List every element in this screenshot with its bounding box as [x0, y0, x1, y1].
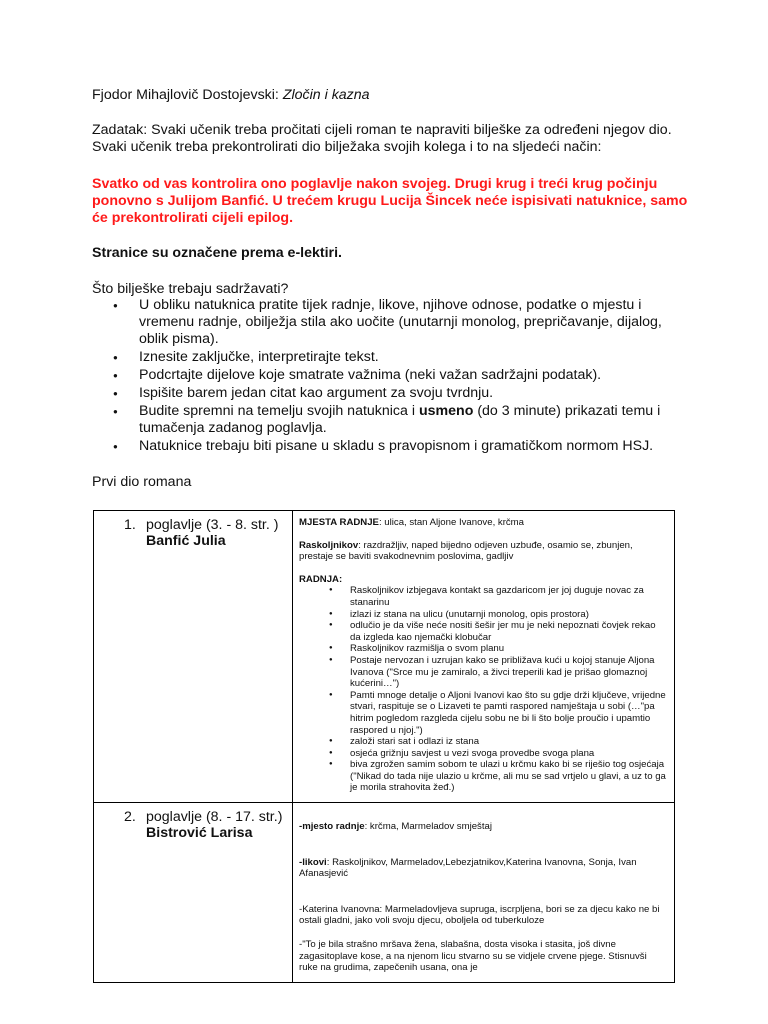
- work-title: Zločin i kazna: [282, 87, 370, 103]
- requirement-text: Budite spremni na temelju svojih natuknica i: [139, 403, 419, 419]
- quote-text: -"To je bila strašno mršava žena, slabašna, dosta visoka i stasita, još divne zagasitoplave kose, a na njenom licu stvarno su se vidjele crvene pjege. Stisnuvši ruke na grudima, zapečenih usana, ona je: [299, 939, 647, 974]
- list-item: ● odlučio je da više neće nositi šešir jer mu je neki nepoznati čovjek rekao da izgleda kao njemački klobučar: [299, 620, 668, 643]
- task-line-2: Svaki učenik treba prekontrolirati dio bilježaka svojih kolega i to na sljedeći način:: [92, 139, 602, 155]
- chapter-number: 2.: [124, 809, 136, 826]
- table-row: [94, 511, 675, 803]
- section-title: Prvi dio romana: [92, 474, 192, 490]
- notes-cell: [293, 511, 675, 803]
- chapter-number: 1.: [124, 517, 136, 533]
- requirement-item: ● Podcrtajte dijelove koje smatrate važnima (neki važan sadržajni podatak).: [92, 367, 692, 384]
- task-paragraph: [92, 122, 692, 156]
- pages-note: Stranice su označene prema e-lektiri.: [92, 245, 342, 261]
- action-list: [299, 585, 668, 794]
- document-title: [92, 87, 692, 104]
- author-name: Fjodor Mihajlovič Dostojevski:: [92, 87, 283, 103]
- list-item: ● Raskoljnikov izbjegava kontakt sa gazdaricom jer joj duguje novac za stanarinu: [299, 585, 668, 608]
- place-text: : ulica, stan Aljone Ivanove, krčma: [378, 517, 525, 528]
- task-line-1: Zadatak: Svaki učenik treba pročitati cijeli roman te napraviti bilješke za određeni njegov dio.: [92, 122, 672, 138]
- chapters-table: [93, 510, 675, 983]
- character-label: Raskoljnikov: [299, 539, 359, 551]
- action-heading: [299, 574, 668, 586]
- chapter-cell: [94, 511, 293, 803]
- requirement-text: (do 3 minute) prikazati temu i tumačenja zadanog poglavlja.: [139, 403, 661, 436]
- requirements-question: Što bilješke trebaju sadržavati?: [92, 281, 289, 297]
- katerina-description: -Katerina Ivanovna: Marmeladovljeva supruga, iscrpljena, bori se za djecu kako ne bi ostali gladni, jako voli svoju djecu, oboljela od tuberkuloze: [299, 903, 660, 927]
- list-item: ● Postaje nervozan i uzrujan kako se približava kući u kojoj stanuje Aljona Ivanova ("Srce mu je zamiralo, a živci treperili kad je prišao glomaznoj kućerini…"): [299, 655, 668, 690]
- student-name: Banfić Julia: [146, 533, 226, 549]
- requirement-item: ● Ispišite barem jedan citat kao argument za svoju tvrdnju.: [92, 385, 692, 402]
- chapter-cell: [94, 803, 293, 983]
- characters-text: : Raskoljnikov, Marmeladov,Lebezjatnikov,Katerina Ivanovna, Sonja, Ivan Afanasjević: [299, 856, 637, 880]
- place-line: [299, 517, 668, 529]
- requirements-list: [92, 297, 692, 456]
- place-line: [299, 821, 668, 833]
- character-text: : razdražljiv, naped bijedno odjeven uzbuđe, osamio se, zbunjen, prestaje se baviti svakodnevnim poslovima, gadljiv: [299, 539, 633, 563]
- requirement-bold-text: usmeno: [418, 403, 474, 419]
- list-item: ● Raskoljnikov razmišlja o svom planu: [299, 643, 668, 655]
- list-item: ● izlazi iz stana na ulicu (unutarnji monolog, opis prostora): [299, 609, 668, 621]
- student-name: Bistrović Larisa: [146, 825, 253, 842]
- characters-line: [299, 857, 668, 880]
- red-notice: Svatko od vas kontrolira ono poglavlje nakon svojeg. Drugi krug i treći krug počinju ponovno s Julijom Banfić. U trećem krugu Lucija Šincek neće ispisivati natuknice, samo će prekontrolirati cijeli epilog.: [92, 176, 688, 226]
- requirement-item: ● U obliku natuknica pratite tijek radnje, likove, njihove odnose, podatke o mjestu i vremenu radnje, obilježja stila ako uočite (unutarnji monolog, prepričavanje, dijalog, oblik pisma).: [92, 297, 692, 348]
- notes-cell: [293, 803, 675, 983]
- list-item: ● založi stari sat i odlazi iz stana: [299, 736, 668, 748]
- list-item: ● biva zgrožen samim sobom te ulazi u krčmu kako bi se riješio tog osjećaja ("Nikad do tada nije ulazio u krčme, ali mu se sad vrtjelo u glavi, a uz to ga je morila strahovita žeđ.): [299, 759, 668, 794]
- table-row: [94, 803, 675, 983]
- list-item: ● Pamti mnoge detalje o Aljoni Ivanovi kao što su gdje drži ključeve, vrijedne stvari, raspituje se o Lizaveti te pamti raspored namještaja u sobi (…"pa hitrim pogledom razgleda cijelu sobu ne bi li što bolje proučio i upamtio raspored u njoj."): [299, 690, 668, 736]
- chapter-range: poglavlje (8. - 17. str.): [146, 809, 283, 826]
- place-text: : krčma, Marmeladov smještaj: [364, 821, 492, 833]
- place-label: -mjesto radnje: [299, 821, 365, 833]
- requirement-item: [92, 403, 692, 437]
- requirement-item: ● Natuknice trebaju biti pisane u skladu s pravopisnom i gramatičkom normom HSJ.: [92, 438, 692, 455]
- requirement-item: ● Iznesite zaključke, interpretirajte tekst.: [92, 349, 692, 366]
- character-line: [299, 540, 668, 563]
- place-label: MJESTA RADNJE: [299, 517, 379, 528]
- action-label: RADNJA:: [299, 573, 343, 585]
- chapter-range: poglavlje (3. - 8. str. ): [146, 517, 279, 533]
- list-item: ● osjeća grižnju savjest u vezi svoga provedbe svoga plana: [299, 748, 668, 760]
- characters-label: -likovi: [299, 856, 327, 868]
